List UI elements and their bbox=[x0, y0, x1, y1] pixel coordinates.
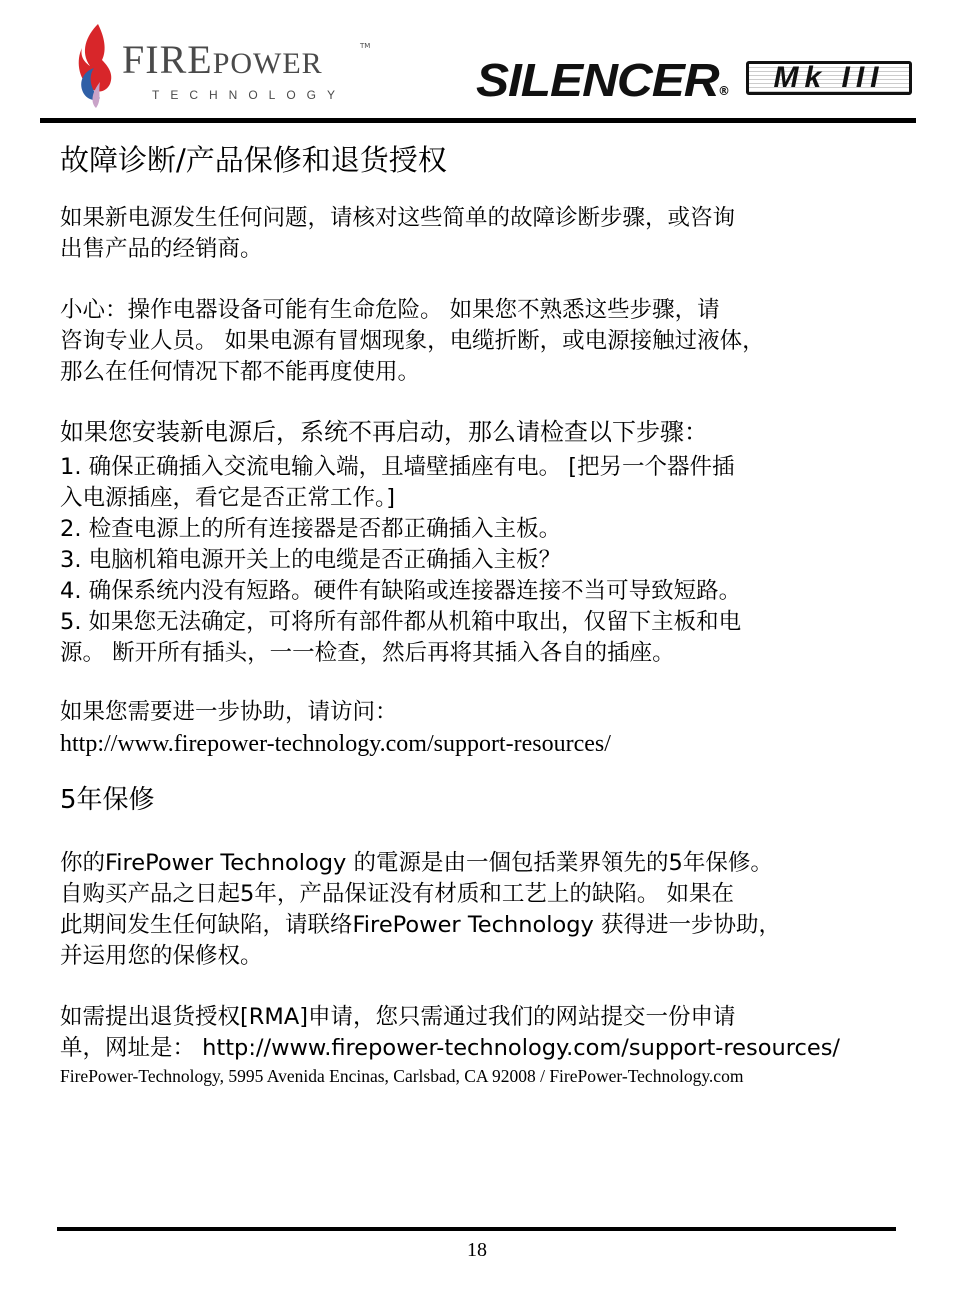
page-title: 故障诊断/产品保修和退货授权 bbox=[60, 143, 447, 177]
step-item-5: 5. 如果您无法确定，可将所有部件都从机箱中取出，仅留下主板和电 源。 断开所有插头，一一检查，然后再将其插入各自的插座。 bbox=[60, 609, 742, 666]
support-link[interactable]: http://www.firepower-technology.com/support-resources/ bbox=[60, 731, 611, 757]
caution-paragraph: 小心：操作电器设备可能有生命危险。 如果您不熟悉这些步骤，请 咨询专业人员。 如果电源有冒烟现象，电缆折断，或电源接触过液体， 那么在任何情况下都不能再度使用。 bbox=[60, 297, 765, 385]
trademark-mark: TM bbox=[360, 42, 371, 50]
step-item-2: 2. 检查电源上的所有连接器是否都正确插入主板。 bbox=[60, 516, 562, 542]
rma-paragraph: 如需提出退货授权[RMA]申请，您只需通过我们的网站提交一份申请 单，网址是： http://www.firepower-technology.com/support-resources/ bbox=[60, 1004, 841, 1061]
product-version-badge: Mk III bbox=[746, 61, 912, 95]
registered-mark: ® bbox=[718, 84, 730, 98]
header-divider bbox=[40, 118, 916, 123]
company-address: FirePower-Technology, 5995 Avenida Encinas, Carlsbad, CA 92008 / FirePower-Technology.com bbox=[60, 1066, 744, 1086]
step-item-4: 4. 确保系统内没有短路。硬件有缺陷或连接器连接不当可导致短路。 bbox=[60, 578, 742, 604]
intro-paragraph: 如果新电源发生任何问题，请核对这些简单的故障诊断步骤，或咨询 出售产品的经销商。 bbox=[60, 205, 736, 262]
footer-divider bbox=[57, 1227, 896, 1231]
brand-tagline: TECHNOLOGY bbox=[152, 88, 347, 102]
flame-logo-icon bbox=[76, 22, 116, 108]
step-item-1: 1. 确保正确插入交流电输入端，且墙壁插座有电。 [把另一个器件插 入电源插座，看它是否正常工作。] bbox=[60, 454, 735, 511]
page-header bbox=[0, 0, 954, 125]
help-text: 如果您需要进一步协助，请访问： bbox=[60, 699, 398, 725]
page-number: 18 bbox=[467, 1239, 487, 1261]
step-item-3: 3. 电脑机箱电源开关上的电缆是否正确插入主板？ bbox=[60, 547, 562, 573]
warranty-paragraph: 你的FirePower Technology 的電源是由一個包括業界領先的5年保修。 自购买产品之日起5年，产品保证没有材质和工艺上的缺陷。 如果在 此期间发生任何缺陷，请联络FirePower Technology 获得进一步协助， 并运用您的保修权。 bbox=[60, 850, 782, 969]
brand-wordmark: FIREPOWER bbox=[122, 37, 323, 82]
product-name: SILENCER bbox=[476, 54, 719, 106]
warranty-heading: 5年保修 bbox=[60, 785, 155, 815]
steps-heading: 如果您安装新电源后，系统不再启动，那么请检查以下步骤： bbox=[60, 418, 708, 446]
